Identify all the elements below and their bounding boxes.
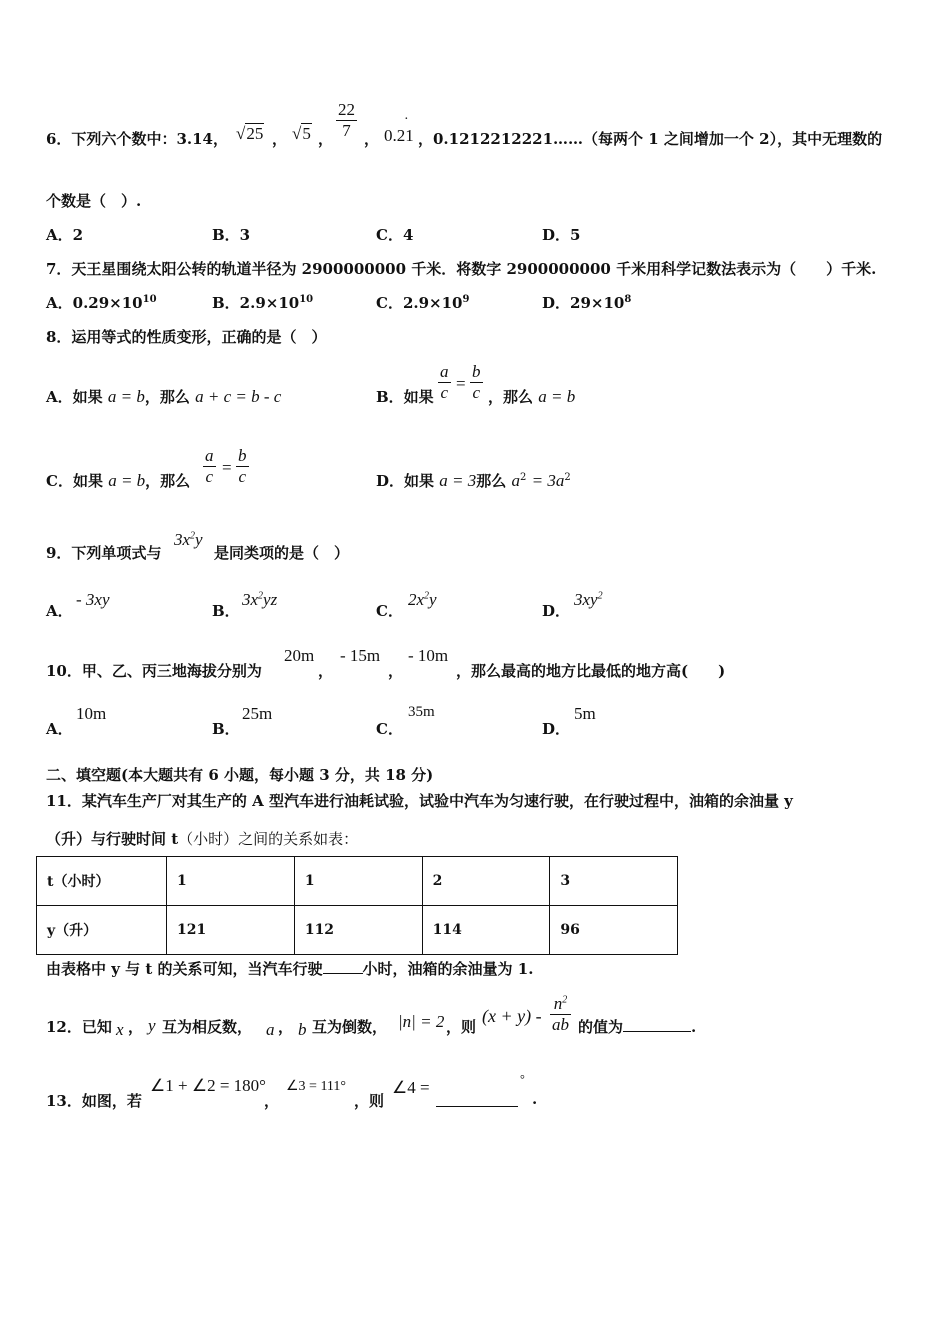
q8-b-den-b: c [470,382,483,403]
table-cell: 114 [422,906,550,955]
q7-option-b-label: B．2.9×10 [212,294,300,312]
q11-answer-blank[interactable] [323,973,363,974]
q13-expr3: ∠4 = [392,1078,430,1097]
q9-option-d[interactable]: D． [542,602,571,620]
q10-option-c[interactable]: C． [376,720,403,738]
table-row [37,857,678,906]
q9-option-b[interactable]: B． [212,602,240,620]
table-cell: 3 [550,857,678,906]
q9-option-b-expr [242,590,277,610]
q10-option-b[interactable]: B． [212,720,240,738]
q6-fraction [336,100,357,141]
q8-option-d-label: D．如果 [376,472,435,490]
q8-option-b-label[interactable]: B．如果 [376,388,434,406]
q6-repeat-value: 0.21 [384,126,414,145]
q9-d-exp: 2 [597,590,603,602]
q9-option-a[interactable]: A． [46,602,73,620]
q9-d-expr: 3xy [574,590,598,609]
table-cell: t（小时） [37,857,167,906]
q10-value-2: - 15m [340,646,381,665]
q6-fraction-num: 22 [338,100,355,119]
q7-option-c-exp: 9 [462,294,470,305]
q12-fraction [550,994,571,1035]
q9-expression [174,530,203,550]
q11-line3-pre: 由表格中 y 与 t 的关系可知，当汽车行驶 [46,960,323,978]
q10-option-c-value: 35m [408,704,435,720]
q7-option-a-exp: 10 [142,294,157,305]
q10-value-1: 20m [284,646,315,665]
q8-option-d-condition: a = 3 [439,471,477,490]
q10-post: ，那么最高的地方比最低的地方高( ) [456,662,726,680]
table-cell: 2 [422,857,550,906]
q7-option-d-exp: 8 [624,294,632,305]
table-cell: 1 [167,857,295,906]
q6-line1 [46,128,228,149]
q7-option-a-label: A．0.29×10 [46,294,143,312]
q8-question: 8．运用等式的性质变形，正确的是（ ） [46,328,327,346]
q8-option-b-mid: ，那么 [488,388,534,406]
q6-fraction-den: 7 [336,120,357,141]
table-cell: 112 [294,906,422,955]
q7-option-a[interactable] [46,292,157,313]
q8-b-num-a: a [440,362,449,381]
q10-option-b-value: 25m [242,704,273,723]
q10-option-d[interactable]: D． [542,720,571,738]
q8-b-den-a: c [438,382,451,403]
q11-line1: 11．某汽车生产厂对其生产的 A 型汽车进行油耗试验，试验中汽车为匀速行驶，在行驶过程中，油箱的余油量 y [46,792,793,810]
q8-option-a-label: A．如果 [46,388,103,406]
q7-option-b-exp: 10 [299,294,314,305]
q12-b: b [298,1020,307,1039]
q6-sqrt5: √5 [292,124,311,143]
q8-option-a-condition: a = b [107,387,145,406]
q8-b-num-b: b [472,362,481,381]
table-cell: 1 [294,857,422,906]
q11-line3 [46,958,533,979]
q6-comma3: ， [364,130,380,148]
q13-answer-blank[interactable] [436,1090,518,1107]
q11-line3-post: 小时，油箱的余油量为 1. [362,960,534,978]
q12-a: a [266,1020,275,1039]
q13-comma: ， [264,1092,280,1110]
q8-c-num-a: a [205,446,214,465]
q7-option-d[interactable] [542,292,631,313]
q6-option-b[interactable]: B．3 [212,226,251,244]
q9-expr-base: 3x [174,530,191,549]
q8-option-b-eq: = [456,374,466,393]
q8-option-a-result: a + c = b - c [195,387,282,406]
q8-option-d-res-b: = 3a [531,471,565,490]
q6-comma1: ， [272,130,288,148]
q9-expr-exp: 2 [190,530,196,542]
q10-value-3: - 10m [408,646,449,665]
q12-num-exp: 2 [562,994,568,1006]
q8-option-c-condition: a = b [108,471,146,490]
q12-x: x [116,1020,124,1039]
q10-option-a[interactable]: A． [46,720,73,738]
q13-expr2: ∠3 = 111° [286,1079,347,1094]
q7-option-b[interactable] [212,292,313,313]
q8-option-a-mid: ，那么 [144,388,190,406]
q12-tail [578,1016,696,1037]
q8-c-den-a: c [203,466,216,487]
q8-option-d-sq2: 2 [564,472,571,483]
q10-option-d-value: 5m [574,704,596,723]
q12-y: y [148,1016,156,1035]
q9-b-expr: 3x [242,590,259,609]
q8-option-b-frac-b [470,362,483,403]
q8-option-d[interactable] [376,470,571,491]
table-cell: 121 [167,906,295,955]
q6-option-a[interactable]: A．2 [46,226,84,244]
q11-line2-normal: （小时）之间的关系如表： [178,830,359,848]
section2-title: 二、填空题(本大题共有 6 小题，每小题 3 分，共 18 分) [46,766,434,784]
q8-option-b-frac-a [438,362,451,403]
table-cell: 96 [550,906,678,955]
q6-comma2: ， [318,130,334,148]
q6-text-post: ，0.1212212221……（每两个 1 之间增加一个 2），其中无理数的 [418,130,883,148]
q8-option-c[interactable] [46,470,190,491]
q9-c-exp: 2 [424,590,430,602]
q6-sqrt25: √25 [236,124,264,143]
q9-option-d-expr [574,590,603,610]
q12-text1: 互为相反数， [162,1018,253,1036]
q6-line2: 个数是（ ）. [46,192,142,210]
q9-a-expr: - 3xy [76,590,110,609]
q7-option-c-label: C．2.9×10 [376,294,463,312]
q6-sqrt5-value: 5 [302,124,311,143]
q9-post: 是同类项的是（ ） [214,544,350,562]
q8-option-c-frac-b [236,446,249,487]
q9-b-tail: yz [263,590,278,609]
q13-degree: ° [520,1072,525,1086]
q11-table [36,856,678,955]
q8-c-num-b: b [238,446,247,465]
q6-line1-post [418,128,882,149]
q12-num: n [553,994,563,1013]
q12-answer-blank[interactable] [623,1031,691,1032]
q13-end: . [532,1090,538,1108]
q12-text2: 互为倒数， [312,1018,388,1036]
table-row [37,906,678,955]
q11-line2-bold: （升）与行驶时间 t [46,830,179,848]
q11-line2 [46,828,358,849]
q6-sqrt25-value: 25 [246,124,264,143]
q7-option-d-label: D．29×10 [542,294,625,312]
q9-option-c-expr [408,590,437,610]
q6-repeat-dot: · [404,112,409,127]
q8-option-a[interactable] [46,386,281,407]
q7-question: 7．天王星围绕太阳公转的轨道半径为 2900000000 千米．将数字 2900000000 千米用科学记数法表示为（ ）千米. [46,260,877,278]
q8-option-c-frac-a [203,446,216,487]
q13-expr1: ∠1 + ∠2 = 180° [150,1076,266,1095]
q9-c-tail: y [429,590,437,609]
q9-option-c[interactable]: C． [376,602,403,620]
q8-option-d-mid: 那么 [476,472,507,490]
q6-text-pre: 6．下列六个数中：3.14， [46,130,228,148]
q8-option-c-mid: ，那么 [145,472,191,490]
q8-option-b-rest [488,386,575,407]
q9-expr-y: y [195,530,203,549]
q9-pre: 9．下列单项式与 [46,544,162,562]
q8-option-d-sq1: 2 [519,472,527,483]
q7-option-c[interactable] [376,292,469,313]
q9-c-expr: 2x [408,590,425,609]
q10-option-a-value: 10m [76,704,107,723]
q6-option-c[interactable]: C．4 [376,226,414,244]
q13-pre: 13．如图，若 [46,1092,142,1110]
q8-option-b-result: a = b [538,387,576,406]
q10-comma1: ， [318,662,334,680]
q12-pre: 12．已知 [46,1018,112,1036]
q12-comma: ， [128,1018,144,1036]
q8-option-d-res-a: a [511,471,520,490]
table-cell: y（升） [37,906,167,955]
q10-pre: 10．甲、乙、丙三地海拔分别为 [46,662,262,680]
q12-expression: (x + y) - [482,1006,542,1026]
q9-option-a-expr [76,590,110,610]
q13-text1: ，则 [354,1092,385,1110]
q9-b-exp: 2 [258,590,264,602]
q12-end: . [691,1018,697,1036]
q12-post: 的值为 [578,1018,624,1036]
q12-text3: ，则 [446,1018,477,1036]
q12-abs-n: |n| = 2 [398,1012,445,1031]
q8-option-c-label: C．如果 [46,472,103,490]
q6-option-d[interactable]: D．5 [542,226,581,244]
q8-option-c-eq: = [222,458,232,477]
q8-c-den-b: c [236,466,249,487]
q6-repeating-decimal [384,126,414,146]
q12-comma2: ， [278,1018,294,1036]
q10-comma2: ， [388,662,404,680]
q12-den: ab [552,1015,569,1034]
